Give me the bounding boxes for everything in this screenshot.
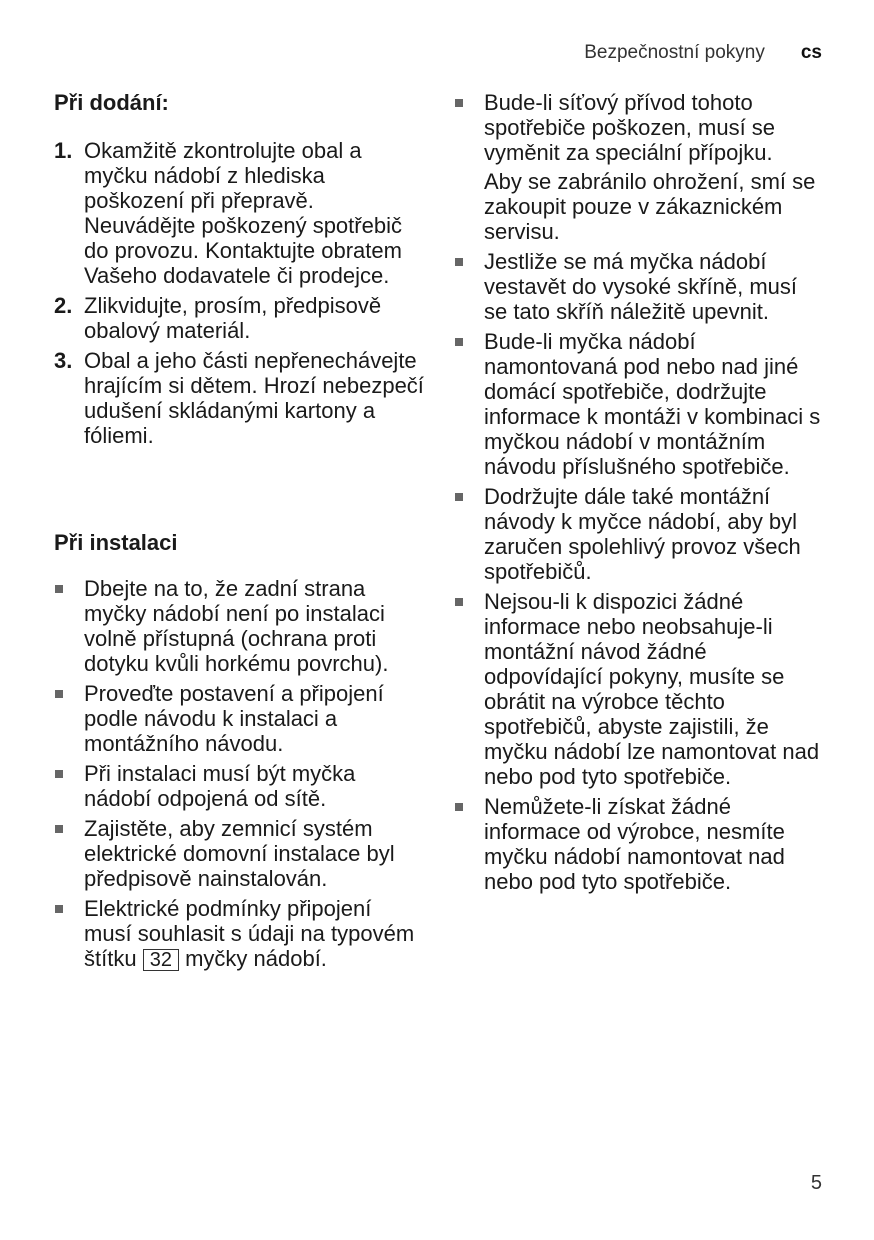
item-number: 3. xyxy=(54,348,73,373)
item-number: 2. xyxy=(54,293,73,318)
running-header xyxy=(584,42,822,64)
item-text: Bude-li myčka nádobí namontovaná pod nebo nad jiné domácí spotřebiče, dodržujte informace k montáži v kombinaci s myčkou nádobí v montážním návodu příslušného spotřebiče. xyxy=(484,329,821,479)
bullet-icon xyxy=(455,803,463,811)
item-text: Nejsou-li k dispozici žádné informace nebo neobsahuje-li montážní návod žádné odpovídající pokyny, musíte se obrátit na výrobce těchto spotřebičů, abyste zajistili, že myčku nádobí lze namontovat nad nebo pod tyto spotřebiče. xyxy=(484,589,820,789)
list-item xyxy=(454,589,824,789)
item-subtext: Aby se zabránilo ohrožení, smí se zakoupit pouze v zákaznickém servisu. xyxy=(484,169,816,244)
item-number: 1. xyxy=(54,138,73,163)
list-item xyxy=(54,293,424,343)
bullet-icon xyxy=(455,598,463,606)
page-number: 5 xyxy=(810,1172,822,1194)
item-text: Bude-li síťový přívod tohoto spotřebiče poškozen, musí se vyměnit za speciální přípojku. xyxy=(484,90,776,165)
bullet-icon xyxy=(455,258,463,266)
list-item xyxy=(454,484,824,584)
bullet-icon xyxy=(55,905,63,913)
language-code: cs xyxy=(800,42,822,63)
list-item xyxy=(54,681,424,756)
section-title: Bezpečnostní pokyny xyxy=(584,42,765,63)
item-text: Zlikvidujte, prosím, předpisově obalový materiál. xyxy=(84,293,382,343)
delivery-list xyxy=(54,138,424,453)
list-item xyxy=(54,138,424,288)
install-heading: Při instalaci xyxy=(54,530,178,555)
item-text: Jestliže se má myčka nádobí vestavět do vysoké skříně, musí se tato skříň náležitě upevnit. xyxy=(484,249,798,324)
item-text: Elektrické podmínky připojení musí souhlasit s údaji na typovém štítku xyxy=(84,896,415,971)
right-list xyxy=(454,90,824,899)
list-item xyxy=(54,816,424,891)
figure-reference: 32 xyxy=(143,949,179,971)
bullet-icon xyxy=(455,338,463,346)
item-text: Při instalaci musí být myčka nádobí odpojená od sítě. xyxy=(84,761,356,811)
item-text: Obal a jeho části nepřenechávejte hrajícím si dětem. Hrozí nebezpečí udušení skládanými kartony a fóliemi. xyxy=(84,348,424,448)
list-item xyxy=(54,576,424,676)
list-item xyxy=(54,348,424,448)
bullet-icon xyxy=(55,585,63,593)
list-item xyxy=(454,794,824,894)
bullet-icon xyxy=(55,690,63,698)
bullet-icon xyxy=(55,770,63,778)
list-item xyxy=(454,249,824,324)
item-text: Dodržujte dále také montážní návody k myčce nádobí, aby byl zaručen spolehlivý provoz všech spotřebičů. xyxy=(484,484,801,584)
item-text: myčky nádobí. xyxy=(185,946,327,971)
item-text: Nemůžete-li získat žádné informace od výrobce, nesmíte myčku nádobí namontovat nad nebo pod tyto spotřebiče. xyxy=(484,794,785,894)
list-item xyxy=(454,90,824,244)
bullet-icon xyxy=(455,493,463,501)
bullet-icon xyxy=(55,825,63,833)
install-list xyxy=(54,576,424,976)
item-text: Okamžitě zkontrolujte obal a myčku nádobí z hlediska poškození při přepravě. Neuvádějte poškozený spotřebič do provozu. Kontaktujte obratem Vašeho dodavatele či prodejce. xyxy=(84,138,402,288)
item-text: Proveďte postavení a připojení podle návodu k instalaci a montážního návodu. xyxy=(84,681,384,756)
list-item xyxy=(54,761,424,811)
delivery-heading: Při dodání: xyxy=(54,90,169,115)
item-text: Dbejte na to, že zadní strana myčky nádobí není po instalaci volně přístupná (ochrana proti dotyku kvůli horkému povrchu). xyxy=(84,576,389,676)
list-item xyxy=(54,896,424,971)
bullet-icon xyxy=(455,99,463,107)
item-text: Zajistěte, aby zemnicí systém elektrické domovní instalace byl předpisově nainstalován. xyxy=(84,816,395,891)
list-item xyxy=(454,329,824,479)
